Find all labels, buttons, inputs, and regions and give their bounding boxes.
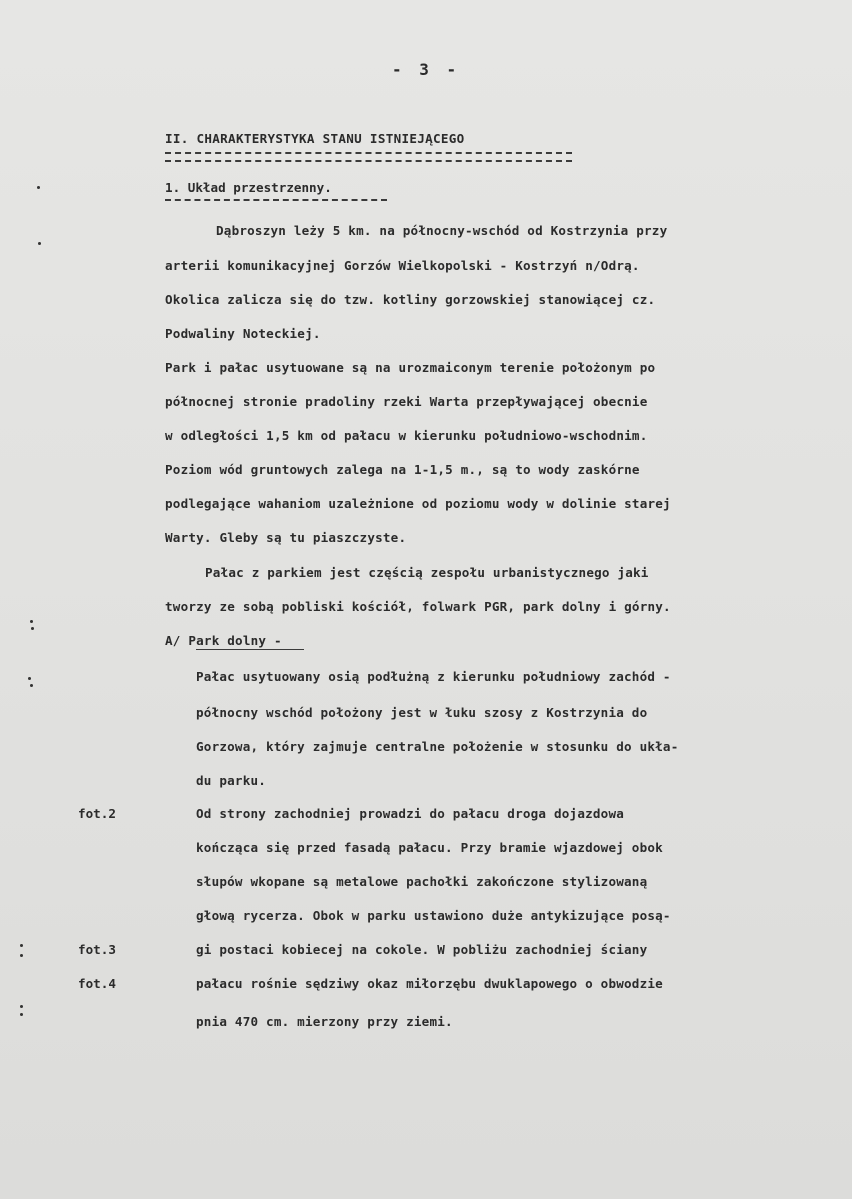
body-line-20: słupów wkopane są metalowe pachołki zakończone stylizowaną [196, 874, 648, 889]
margin-speck [20, 1013, 23, 1016]
page-number: - 3 - [392, 60, 461, 79]
body-line-7: w odległości 1,5 km od pałacu w kierunku południowo-wschodnim. [165, 428, 648, 443]
body-line-15: północny wschód położony jest w łuku szosy z Kostrzynia do [196, 705, 648, 720]
margin-speck [30, 684, 33, 687]
subheading-underline [165, 199, 387, 201]
body-line-18: Od strony zachodniej prowadzi do pałacu droga dojazdowa [196, 806, 625, 821]
body-line-1: Dąbroszyn leży 5 km. na północny-wschód od Kostrzynia przy [216, 223, 668, 238]
body-line-22: gi postaci kobiecej na cokole. W pobliżu zachodniej ściany [196, 942, 648, 957]
body-line-4: Podwaliny Noteckiej. [165, 326, 321, 341]
body-line-14: Pałac usytuowany osią podłużną z kierunku południowy zachód - [196, 669, 671, 684]
margin-speck [30, 620, 33, 623]
body-line-12: tworzy ze sobą pobliski kościół, folwark PGR, park dolny i górny. [165, 599, 671, 614]
subsection-heading: 1. Układ przestrzenny. [165, 180, 332, 195]
margin-speck [20, 954, 23, 957]
margin-speck [20, 1005, 23, 1008]
park-dolny-heading: A/ Park dolny - [165, 633, 282, 648]
margin-speck [38, 242, 41, 245]
body-line-2: arterii komunikacyjnej Gorzów Wielkopolski - Kostrzyń n/Odrą. [165, 258, 640, 273]
body-line-24: pnia 470 cm. mierzony przy ziemi. [196, 1014, 453, 1029]
body-line-10: Warty. Gleby są tu piaszczyste. [165, 530, 407, 545]
margin-note-fot-2: fot.2 [78, 806, 116, 821]
body-line-19: kończąca się przed fasadą pałacu. Przy bramie wjazdowej obok [196, 840, 663, 855]
body-line-23: pałacu rośnie sędziwy okaz miłorzębu dwuklapowego o obwodzie [196, 976, 663, 991]
body-line-9: podlegające wahaniom uzależnione od poziomu wody w dolinie starej [165, 496, 671, 511]
body-line-16: Gorzowa, który zajmuje centralne położenie w stosunku do ukła- [196, 739, 679, 754]
heading-double-underline [165, 152, 572, 162]
body-line-6: północnej stronie pradoliny rzeki Warta przepływającej obecnie [165, 394, 648, 409]
margin-note-fot-4: fot.4 [78, 976, 116, 991]
body-line-3: Okolica zalicza się do tzw. kotliny gorzowskiej stanowiącej cz. [165, 292, 656, 307]
body-line-5: Park i pałac usytuowane są na urozmaiconym terenie położonym po [165, 360, 656, 375]
body-line-17: du parku. [196, 773, 267, 788]
park-dolny-underline [196, 649, 304, 650]
margin-note-fot-3: fot.3 [78, 942, 116, 957]
body-line-21: głową rycerza. Obok w parku ustawiono duże antykizujące posą- [196, 908, 671, 923]
margin-speck [37, 186, 40, 189]
section-heading: II. CHARAKTERYSTYKA STANU ISTNIEJĄCEGO [165, 131, 465, 146]
margin-speck [28, 677, 31, 680]
body-line-8: Poziom wód gruntowych zalega na 1-1,5 m., są to wody zaskórne [165, 462, 640, 477]
margin-speck [31, 627, 34, 630]
body-line-11: Pałac z parkiem jest częścią zespołu urbanistycznego jaki [205, 565, 649, 580]
margin-speck [20, 944, 23, 947]
